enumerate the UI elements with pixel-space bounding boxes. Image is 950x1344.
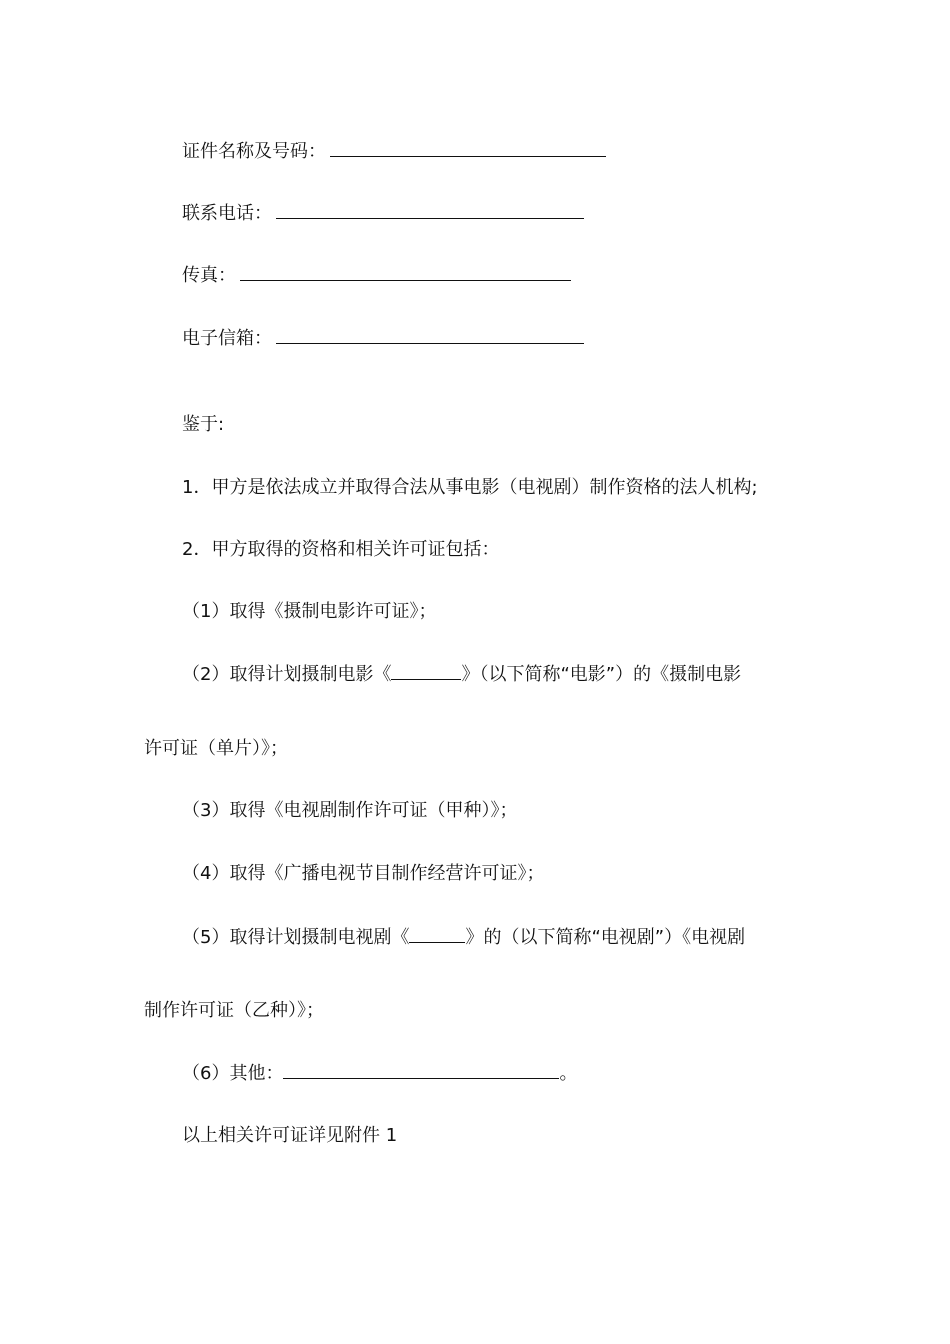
id-document-row [182, 139, 606, 163]
license-item-6-end: 。 [559, 1063, 578, 1084]
license-item-2 [182, 662, 741, 686]
recital-item-2: 2．甲方取得的资格和相关许可证包括： [182, 539, 500, 560]
email-row [182, 326, 584, 350]
fax-blank[interactable] [240, 263, 571, 281]
license-item-4: （4）取得《广播电视节目制作经营许可证》； [182, 863, 545, 884]
license-item-6 [182, 1061, 577, 1085]
license-item-5-text-before: （5）取得计划摄制电视剧《 [182, 927, 410, 948]
license-item-2-continued: 许可证（单片）》； [144, 738, 288, 759]
film-title-blank[interactable] [391, 662, 461, 680]
phone-row [182, 201, 584, 225]
email-blank[interactable] [276, 326, 584, 344]
license-item-2-text-after: 》（以下简称“电影”）的《摄制电影 [461, 664, 742, 685]
fax-label: 传真： [182, 265, 236, 286]
attachment-note: 以上相关许可证详见附件 1 [182, 1125, 398, 1146]
recital-item-1: 1．甲方是依法成立并取得合法从事电影（电视剧）制作资格的法人机构; [182, 477, 758, 498]
license-item-6-label: （6）其他： [182, 1063, 284, 1084]
license-item-5-text-after: 》的（以下简称“电视剧”）《电视剧 [465, 927, 746, 948]
id-document-blank[interactable] [330, 139, 606, 157]
id-document-label: 证件名称及号码： [182, 141, 326, 162]
email-label: 电子信箱： [182, 328, 272, 349]
phone-label: 联系电话： [182, 203, 272, 224]
other-license-blank[interactable] [283, 1061, 559, 1079]
license-item-2-text-before: （2）取得计划摄制电影《 [182, 664, 392, 685]
license-item-5 [182, 925, 745, 949]
license-item-5-continued: 制作许可证（乙种）》； [144, 1000, 324, 1021]
license-item-3: （3）取得《电视剧制作许可证（甲种）》； [182, 800, 518, 821]
tv-series-title-blank[interactable] [409, 925, 465, 943]
fax-row [182, 263, 571, 287]
phone-blank[interactable] [276, 201, 584, 219]
license-item-1: （1）取得《摄制电影许可证》； [182, 601, 437, 622]
recitals-heading: 鉴于: [182, 414, 225, 435]
